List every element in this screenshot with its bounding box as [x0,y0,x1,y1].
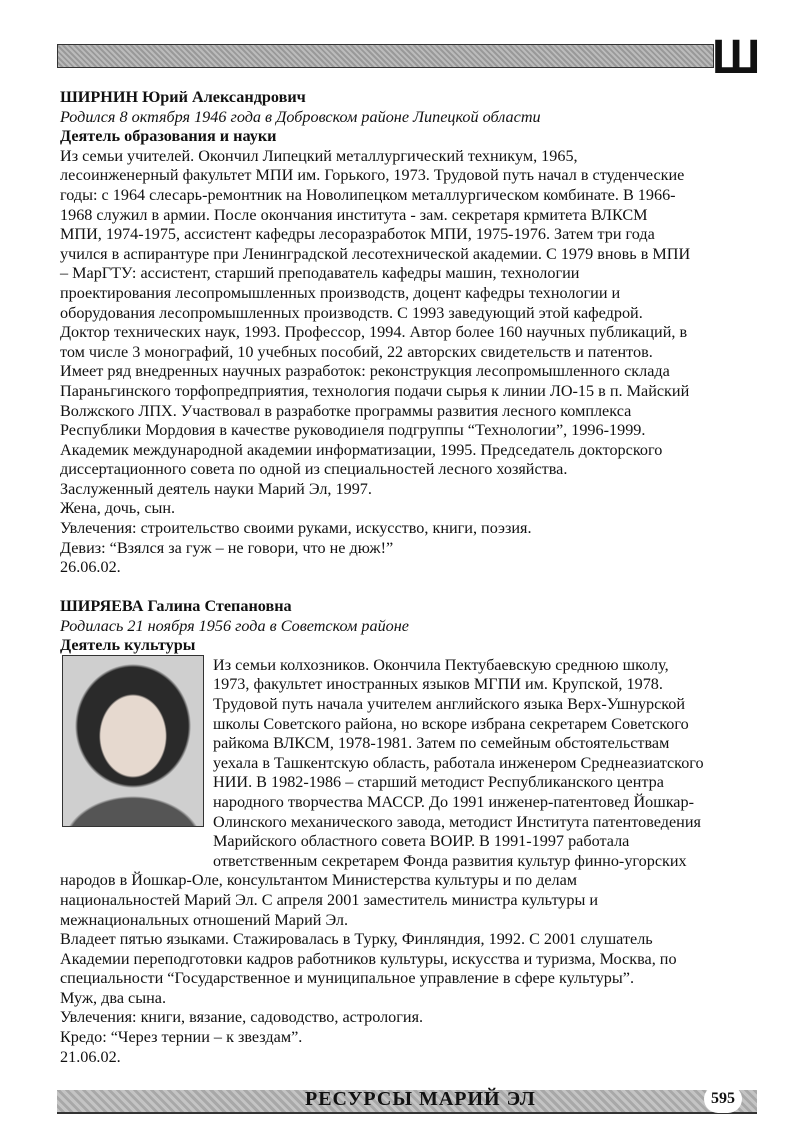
text-line: проектирования лесопромышленных производств, доцент кафедры технологии и [60,283,621,302]
text-line: Доктор технических наук, 1993. Профессор, 1994. Автор более 160 научных публикаций, в [60,323,688,342]
text-line: Жена, дочь, сын. [60,499,176,518]
text-line: уехала в Ташкентскую область, работала инженером Среднеазиатского [213,753,704,772]
text-line: специальности “Государственное и муниципальное управление в сфере культуры”. [60,969,634,988]
text-line: НИИ. В 1982-1986 – старший методист Республиканского центра [213,773,664,792]
text-line: Кредо: “Через тернии – к звездам”. [60,1028,303,1047]
text-line: народов в Йошкар-Оле, консультантом Министерства культуры и по делам [60,871,578,890]
text-line: райкома ВЛКСМ, 1978-1981. Затем по семейным обстоятельствам [213,734,670,753]
text-line: Девиз: “Взялся за гуж – не говори, что не дюж!” [60,538,394,557]
text-line: Заслуженный деятель науки Марий Эл, 1997. [60,479,372,498]
biography-entry [60,88,750,578]
text-line: Из семьи колхозников. Окончила Пектубаевскую среднюю школу, [213,655,669,674]
text-line: межнациональных отношений Марий Эл. [60,910,349,929]
footer-title: РЕСУРСЫ МАРИЙ ЭЛ [305,1088,536,1110]
section-letter: Ш [712,31,761,84]
text-line: 1968 служил в армии. После окончания института - зам. секретаря крмитета ВЛКСМ [60,205,648,224]
text-line: Параньгинского торфопредприятия, технология подачи сырья к линии ЛО-15 в п. Майский [60,381,690,400]
header-bar [57,44,714,68]
text-line: 26.06.02. [60,558,121,577]
text-line: Увлечения: строительство своими руками, искусство, книги, поэзия. [60,519,532,538]
role: Деятель культуры [60,636,196,655]
text-line: лесоинженерный факультет МПИ им. Горького, 1973. Трудовой путь начал в студенческие [60,166,685,185]
text-line: учился в аспирантуре при Ленинградской лесотехнической академии. С 1979 вновь в МПИ [60,244,691,263]
biography-text [60,147,750,578]
text-line: годы: с 1964 слесарь-ремонтник на Новолипецком металлургическом комбинате. В 1966- [60,185,676,204]
text-line: 1973, факультет иностранных языков МГПИ им. Крупской, 1978. [213,675,663,694]
text-line: оборудования лесопромышленных производств. С 1993 заведующий этой кафедрой. [60,303,643,322]
page-number: 595 [704,1085,742,1113]
text-line: ответственным секретарем Фонда развития культур финно-угорских [213,851,687,870]
role: Деятель образования и науки [60,127,277,146]
text-line: Трудовой путь начала учителем английского языка Верх-Ушнурской [213,694,686,713]
birth-info: Родился 8 октября 1946 года в Добровском районе Липецкой области [60,107,541,126]
biography-text [60,871,750,1067]
text-line: Олинского механического завода, методист Института патентоведения [213,812,701,831]
text-line: Марийского областного совета ВОИР. В 1991-1997 работала [213,832,630,851]
text-line: – МарГТУ: ассистент, старший преподаватель кафедры машин, технологии [60,264,580,283]
text-line: Увлечения: книги, вязание, садоводство, астрология. [60,1008,424,1027]
text-line: МПИ, 1974-1975, ассистент кафедры лесоразработок МПИ, 1975-1976. Затем три года [60,225,655,244]
text-line: Республики Мордовия в качестве руководиıеля подгруппы “Технологии”, 1996-1999. [60,421,646,440]
text-line: Владеет пятью языками. Стажировалась в Турку, Финляндия, 1992. С 2001 слушатель [60,930,653,949]
text-line: народного творчества МАССР. До 1991 инженер-патентовед Йошкар- [213,792,694,811]
text-line: том числе 3 монографий, 10 учебных пособий, 22 авторских свидетельств и патентов. [60,342,653,361]
person-name: ШИРНИН Юрий Александрович [60,88,306,106]
text-line: Имеет ряд внедренных научных разработок: реконструкция лесопромышленного склада [60,362,670,381]
text-line: Академии переподготовки кадров работников культуры, искусства и туризма, Москва, по [60,949,677,968]
text-line: Волжского ЛПХ. Участвовал в разработке программы развития лесного комплекса [60,401,632,420]
person-name: ШИРЯЕВА Галина Степановна [60,597,292,615]
birth-info: Родилась 21 ноября 1956 года в Советском районе [60,616,409,635]
text-line: национальностей Марий Эл. С апреля 2001 заместитель министра культуры и [60,890,599,909]
text-line: Муж, два сына. [60,988,167,1007]
text-line: школы Советского района, но вскоре избрана секретарем Советского [213,714,689,733]
text-line: Академик международной академии информатизации, 1995. Председатель докторского [60,440,663,459]
text-line: Из семьи учителей. Окончил Липецкий металлургический техникум, 1965, [60,146,578,165]
text-line: 21.06.02. [60,1047,121,1066]
portrait-photo [62,655,204,827]
text-line: диссертационного совета по одной из специальностей лесного хозяйства. [60,460,568,479]
